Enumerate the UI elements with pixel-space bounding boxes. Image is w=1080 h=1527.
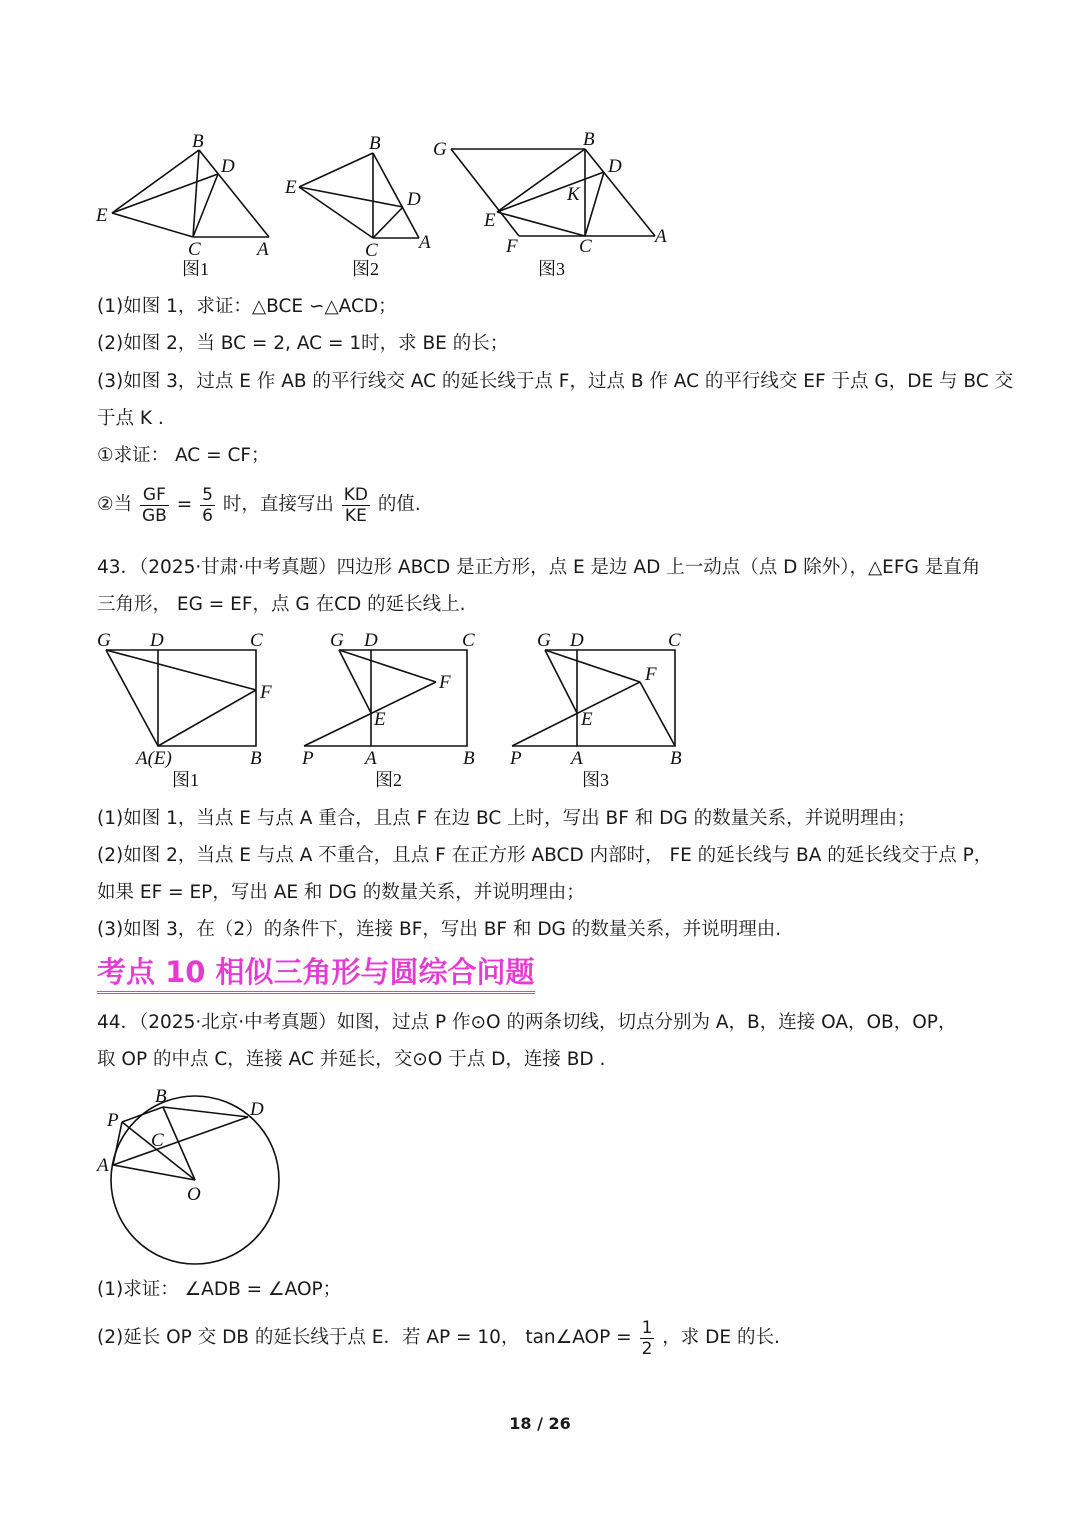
q42-caption-1: 图1	[182, 259, 209, 279]
s2-label-b: B	[463, 748, 475, 769]
q42-part3c: ①求证： AC = CF；	[97, 445, 270, 466]
s1-label-b: B	[250, 748, 262, 769]
f1-label-e: E	[96, 205, 108, 226]
s3-label-a: A	[571, 748, 583, 769]
q44-part2-post: ，求 DE 的长.	[662, 1327, 780, 1348]
q42-part3d-pre: ②当	[97, 494, 133, 515]
f3-label-c: C	[579, 236, 592, 257]
s3-label-p: P	[510, 748, 522, 769]
f3-label-k: K	[567, 184, 580, 205]
page-number: 18 / 26	[509, 1414, 571, 1433]
s1-label-f: F	[260, 682, 272, 703]
s2-label-e: E	[374, 709, 386, 730]
s3-label-g: G	[537, 630, 551, 651]
s1-label-c: C	[250, 630, 263, 651]
frac-1-2	[640, 1318, 655, 1359]
s2-label-d: D	[364, 630, 378, 651]
q43-part2a: (2)如图 2，当点 E 与点 A 不重合，且点 F 在正方形 ABCD 内部时， FE 的延长线与 BA 的延长线交于点 P，	[97, 845, 993, 866]
s3-label-d: D	[570, 630, 584, 651]
q44-part2-pre: (2)延长 OP 交 DB 的延长线于点 E．若 AP = 10， tan∠AOP =	[97, 1327, 632, 1348]
frac-6: 6	[202, 505, 213, 526]
f3-label-f: F	[506, 236, 518, 257]
f1-label-b: B	[192, 131, 204, 152]
s3-label-e: E	[581, 709, 593, 730]
q44-part1: (1)求证： ∠ADB = ∠AOP；	[97, 1279, 342, 1300]
q44-intro2: 取 OP 的中点 C，连接 AC 并延长，交⊙O 于点 D，连接 BD .	[97, 1049, 606, 1070]
f2-label-b: B	[369, 133, 381, 154]
f2-label-a: A	[419, 232, 431, 253]
q42-part2: (2)如图 2，当 BC = 2, AC = 1时，求 BE 的长；	[97, 333, 509, 354]
f1-label-a: A	[257, 239, 269, 260]
c1-label-p: P	[107, 1110, 119, 1131]
q42-part3b: 于点 K .	[97, 408, 164, 429]
s2-label-a: A	[365, 748, 377, 769]
s2-label-p: P	[302, 748, 314, 769]
q43-part2b: 如果 EF = EP，写出 AE 和 DG 的数量关系，并说明理由；	[97, 882, 585, 903]
q43-caption-1: 图1	[172, 770, 199, 790]
q42-part3d-mid: 时，直接写出	[222, 494, 334, 515]
frac-1: 1	[641, 1317, 653, 1338]
f2-label-c: C	[365, 240, 378, 261]
f3-label-e: E	[484, 210, 496, 231]
c1-label-c: C	[151, 1130, 164, 1151]
s1-label-ae: A(E)	[136, 748, 172, 769]
c1-label-d: D	[250, 1099, 264, 1120]
c1-label-b: B	[155, 1086, 167, 1107]
q43-caption-3: 图3	[582, 770, 609, 790]
f1-label-c: C	[188, 239, 201, 260]
frac-ke: KE	[344, 505, 367, 526]
q43-intro2: 三角形， EG = EF，点 G 在CD 的延长线上.	[97, 594, 466, 615]
q42-eq: =	[176, 494, 193, 515]
section-heading: 考点 10 相似三角形与圆综合问题	[97, 953, 535, 994]
q43-part1: (1)如图 1，当点 E 与点 A 重合，且点 F 在边 BC 上时，写出 BF 和 DG 的数量关系，并说明理由；	[97, 808, 916, 829]
q44-intro1: 44．（2025·北京·中考真题）如图，过点 P 作⊙O 的两条切线，切点分别为 A，B，连接 OA，OB，OP，	[97, 1012, 957, 1033]
frac-2: 2	[641, 1338, 653, 1359]
f2-label-e: E	[285, 177, 297, 198]
frac-gb: GB	[141, 505, 167, 526]
s3-label-b: B	[670, 748, 682, 769]
q42-part1: (1)如图 1，求证：△BCE ∽△ACD；	[97, 296, 397, 317]
f3-label-b: B	[583, 129, 595, 150]
s3-label-c: C	[668, 630, 681, 651]
s1-label-d: D	[150, 630, 164, 651]
q43-intro1: 43．（2025·甘肃·中考真题）四边形 ABCD 是正方形，点 E 是边 AD 上一动点（点 D 除外），△EFG 是直角	[97, 557, 981, 578]
f3-label-g: G	[433, 139, 447, 160]
q42-part3d-post: 的值.	[377, 494, 421, 515]
f3-label-a: A	[655, 226, 667, 247]
frac-kd: KD	[343, 484, 368, 505]
c1-label-a: A	[97, 1155, 109, 1176]
c1-label-o: O	[187, 1184, 201, 1205]
q44-part2	[97, 1316, 780, 1360]
s2-label-g: G	[330, 630, 344, 651]
s2-label-f: F	[439, 672, 451, 693]
s2-label-c: C	[462, 630, 475, 651]
f1-label-d: D	[221, 156, 235, 177]
f2-label-d: D	[407, 189, 421, 210]
s3-label-f: F	[645, 664, 657, 685]
q43-caption-2: 图2	[375, 770, 402, 790]
f3-label-d: D	[608, 156, 622, 177]
q42-caption-3: 图3	[538, 259, 565, 279]
s1-label-g: G	[97, 630, 111, 651]
frac-gf: GF	[140, 485, 169, 506]
q43-part3: (3)如图 3，在（2）的条件下，连接 BF，写出 BF 和 DG 的数量关系，并说明理由.	[97, 919, 782, 940]
q42-part3a: (3)如图 3，过点 E 作 AB 的平行线交 AC 的延长线于点 F，过点 B 作 AC 的平行线交 EF 于点 G，DE 与 BC 交	[97, 371, 1014, 392]
frac-5: 5	[202, 484, 213, 505]
q42-caption-2: 图2	[352, 259, 379, 279]
